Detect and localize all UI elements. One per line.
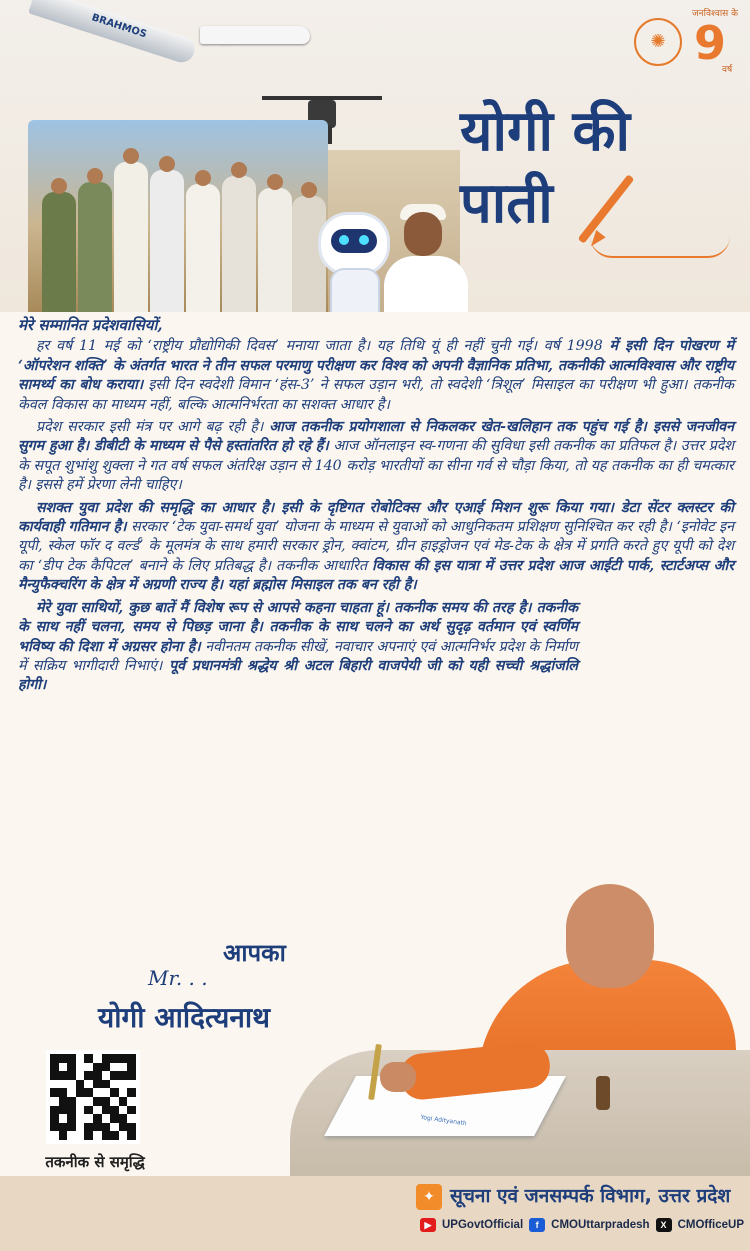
robot-body-image: [330, 268, 380, 312]
qr-module: [67, 1097, 76, 1106]
x-handle[interactable]: CMOfficeUP: [677, 1219, 745, 1231]
qr-module: [119, 1071, 128, 1080]
missile-label: BRAHMOS: [90, 12, 148, 41]
qr-module: [102, 1071, 111, 1080]
qr-module: [76, 1063, 85, 1072]
emphasis-text: पूर्व प्रधानमंत्री श्रद्धेय श्री अटल बिहारी वाजपेयी जी को यही सच्ची श्रद्धांजलि होगी।: [18, 657, 578, 694]
qr-module: [110, 1106, 119, 1115]
qr-module: [76, 1106, 85, 1115]
qr-module: [110, 1123, 119, 1132]
qr-module: [119, 1114, 128, 1123]
qr-module: [50, 1131, 59, 1140]
paragraph-4: [18, 599, 578, 696]
qr-module: [119, 1123, 128, 1132]
qr-module: [50, 1106, 59, 1115]
page-title: [460, 96, 650, 240]
qr-module: [67, 1123, 76, 1132]
signatory-name: योगी आदित्यनाथ: [98, 1001, 271, 1034]
qr-module: [119, 1054, 128, 1063]
dept-logo-icon: ✦: [416, 1184, 442, 1210]
qr-module: [84, 1131, 93, 1140]
qr-module: [102, 1054, 111, 1063]
body-text: आज ऑनलाइन स्व-गणना की सुविधा इसी तकनीक का प्रतिफल है। उत्तर प्रदेश के सपूत शुभांशु शुक्ला ने गत वर्ष सफल अंतरिक्ष उड़ान से 140 करोड़ भारतीयों का सीना गर्व से चौड़ा किया, तो यह तकनीक का ही चमत्कार है। इससे हमें प्रेरणा लेनी चाहिए।: [18, 438, 735, 494]
qr-module: [59, 1131, 68, 1140]
emphasis-text: में इसी दिन पोखरण में ‘ऑपरेशन शक्ति’ के अंतर्गत भारत ने तीन सफल परमाणु परीक्षण कर विश्व को अपनी वैज्ञानिक प्रतिभा, तकनीकी आत्मविश्वास और राष्ट्रीय सामर्थ्य का बोध कराया।: [18, 338, 734, 394]
qr-module: [93, 1088, 102, 1097]
qr-module: [102, 1106, 111, 1115]
qr-module: [67, 1071, 76, 1080]
qr-module: [59, 1097, 68, 1106]
qr-module: [110, 1088, 119, 1097]
qr-module: [93, 1054, 102, 1063]
qr-module: [84, 1071, 93, 1080]
qr-module: [102, 1097, 111, 1106]
qr-module: [127, 1088, 136, 1097]
handwritten-signature: Mr. . .: [148, 966, 208, 990]
qr-module: [76, 1131, 85, 1140]
qr-caption: तकनीक से समृद्धि: [45, 1153, 145, 1171]
qr-module: [50, 1080, 59, 1089]
qr-module: [127, 1106, 136, 1115]
qr-module: [127, 1114, 136, 1123]
qr-module: [119, 1080, 128, 1089]
qr-module: [93, 1123, 102, 1132]
qr-module: [119, 1097, 128, 1106]
emphasis-text: विकास की इस यात्रा में उत्तर प्रदेश आज आईटी पार्क, स्टार्टअप्स और मैन्युफैक्चरिंग के क्षेत्र में अग्रणी राज्य है। यहां ब्रह्मोस मिसाइल तक बन रही है।: [18, 557, 734, 594]
qr-module: [127, 1063, 136, 1072]
qr-module: [59, 1071, 68, 1080]
department-name: सूचना एवं जनसम्पर्क विभाग, उत्तर प्रदेश: [450, 1185, 731, 1207]
qr-module: [102, 1131, 111, 1140]
body-text: सरकार ‘टेक युवा-समर्थ युवा’ योजना के माध्यम से युवाओं को आधुनिकतम प्रशिक्षण सुनिश्चित कर रही है। ‘इनोवेट इन यूपी, स्केल फॉर द वर्ल्ड’ के मूलमंत्र के साथ हमारी सरकार ड्रोन, क्वांटम, ग्रीन हाइड्रोजन एवं मेड-टेक के क्षेत्र में प्रगति करते हुए यूपी को देश का ‘डीप टेक कैपिटल’ बनाने के लिए प्रतिबद्ध है। तकनीक आधारित: [18, 519, 734, 574]
qr-module: [59, 1106, 68, 1115]
ai-robot-image: [318, 212, 390, 276]
qr-module: [67, 1080, 76, 1089]
qr-module: [84, 1114, 93, 1123]
qr-module: [76, 1080, 85, 1089]
body-text: नवीनतम तकनीक सीखें, नवाचार अपनाएं एवं आत्मनिर्भर प्रदेश के निर्माण में सक्रिय भागीदारी निभाएं।: [18, 638, 578, 674]
facebook-icon[interactable]: f: [529, 1218, 545, 1232]
qr-module: [59, 1054, 68, 1063]
qr-module: [110, 1114, 119, 1123]
qr-module: [119, 1131, 128, 1140]
ink-swirl-decoration: [590, 236, 730, 258]
social-links: [420, 1214, 746, 1236]
qr-module: [93, 1114, 102, 1123]
paragraph-1: [18, 337, 734, 415]
aircraft-image: [200, 26, 310, 44]
qr-module: [59, 1080, 68, 1089]
qr-module: [59, 1063, 68, 1072]
qr-module: [127, 1080, 136, 1089]
cm-portrait-hand: [380, 1062, 416, 1092]
qr-module: [59, 1114, 68, 1123]
wristwatch-icon: [596, 1076, 610, 1110]
facebook-handle[interactable]: CMOUttarpradesh: [551, 1219, 650, 1231]
paragraph-2: [18, 418, 734, 496]
badge-small-text: जनविश्वास के: [691, 9, 739, 19]
qr-module: [102, 1114, 111, 1123]
qr-module: [50, 1054, 59, 1063]
qr-module: [84, 1080, 93, 1089]
qr-module: [76, 1123, 85, 1132]
emphasis-text: मेरे युवा साथियों, कुछ बातें मैं विशेष रूप से आपसे कहना चाहता हूं। तकनीक समय की तरह है। तकनीक के साथ नहीं चलना, समय से पिछड़ जाना है। तकनीक के साथ चलने का अर्थ सुदृढ़ वर्तमान एवं स्वर्णिम भविष्य की दिशा में अग्रसर होना है।: [18, 599, 578, 655]
qr-code[interactable]: [46, 1050, 140, 1144]
cm-portrait-head: [566, 884, 654, 988]
qr-module: [84, 1097, 93, 1106]
emphasis-text: सशक्त युवा प्रदेश की समृद्धि का आधार है। इसी के दृष्टिगत रोबोटिक्स और एआई मिशन शुरू किया गया। डेटा सेंटर क्लस्टर की कार्यवाही गतिमान है।: [18, 499, 734, 536]
qr-module: [127, 1097, 136, 1106]
body-text: हर वर्ष 11 मई को ‘राष्ट्रीय प्रौद्योगिकी दिवस’ मनाया जाता है। यह तिथि यूं ही नहीं चुनी गई। वर्ष 1998: [36, 338, 610, 355]
header-banner: [0, 0, 750, 312]
badge-sub-text: वर्ष: [722, 65, 733, 75]
signature-block: [18, 936, 438, 1056]
qr-module: [67, 1063, 76, 1072]
title-line-1: योगी की: [460, 99, 631, 164]
title-line-2: पाती: [460, 171, 553, 236]
qr-module: [50, 1097, 59, 1106]
body-text: इसी दिन स्वदेशी विमान ‘हंस-3’ ने सफल उड़ान भरी, तो स्वदेशी ‘त्रिशूल’ मिसाइल का परीक्षण भी हुआ। तकनीक केवल विकास का माध्यम नहीं, बल्कि आत्मनिर्भरता का सशक्त आधार है।: [18, 377, 735, 413]
qr-module: [127, 1071, 136, 1080]
qr-module: [67, 1131, 76, 1140]
qr-pattern: [50, 1054, 136, 1140]
qr-module: [76, 1054, 85, 1063]
pokhran-group-photo: [28, 120, 328, 312]
farmer-body: [384, 256, 468, 312]
qr-module: [50, 1114, 59, 1123]
qr-module: [93, 1063, 102, 1072]
body-text: प्रदेश सरकार इसी मंत्र पर आगे बढ़ रही है।: [36, 419, 270, 436]
qr-module: [110, 1080, 119, 1089]
qr-module: [127, 1123, 136, 1132]
closing-aapka: आपका: [223, 939, 286, 967]
qr-module: [102, 1063, 111, 1072]
qr-module: [110, 1054, 119, 1063]
qr-module: [93, 1071, 102, 1080]
qr-module: [102, 1123, 111, 1132]
qr-module: [119, 1063, 128, 1072]
qr-module: [50, 1071, 59, 1080]
qr-module: [110, 1131, 119, 1140]
qr-module: [110, 1071, 119, 1080]
qr-module: [110, 1097, 119, 1106]
qr-module: [127, 1131, 136, 1140]
qr-module: [50, 1088, 59, 1097]
qr-module: [84, 1106, 93, 1115]
brahmos-missile-image: [28, 0, 198, 66]
qr-module: [67, 1114, 76, 1123]
paragraph-3: [18, 499, 734, 596]
x-icon[interactable]: X: [656, 1218, 672, 1232]
qr-module: [93, 1097, 102, 1106]
qr-module: [102, 1088, 111, 1097]
qr-module: [119, 1088, 128, 1097]
badge-number: 9: [694, 16, 727, 70]
qr-module: [76, 1097, 85, 1106]
qr-module: [76, 1071, 85, 1080]
qr-module: [93, 1080, 102, 1089]
qr-module: [67, 1106, 76, 1115]
emphasis-text: आज तकनीक प्रयोगशाला से निकलकर खेत-खलिहान तक पहुंच गई है। इससे जनजीवन सुगम हुआ है। डीबीटी के माध्यम से पैसे हस्तांतरित हो रहे हैं।: [18, 419, 735, 455]
up-government-emblem-icon: ✺: [634, 18, 682, 66]
qr-module: [67, 1088, 76, 1097]
qr-module: [76, 1114, 85, 1123]
paper-stamp: Yogi Adityanath: [420, 1113, 468, 1128]
salutation: मेरे सम्मानित प्रदेशवासियों,: [18, 316, 163, 334]
qr-module: [84, 1123, 93, 1132]
qr-module: [102, 1080, 111, 1089]
qr-module: [84, 1088, 93, 1097]
qr-module: [67, 1054, 76, 1063]
qr-module: [93, 1106, 102, 1115]
qr-module: [127, 1054, 136, 1063]
farmer-image: [404, 212, 442, 256]
qr-module: [93, 1131, 102, 1140]
qr-module: [119, 1106, 128, 1115]
qr-module: [59, 1123, 68, 1132]
qr-module: [50, 1123, 59, 1132]
qr-module: [110, 1063, 119, 1072]
youtube-icon[interactable]: ▶: [420, 1218, 436, 1232]
youtube-handle[interactable]: UPGovtOfficial: [442, 1219, 524, 1231]
qr-module: [76, 1088, 85, 1097]
letter-body: [18, 316, 734, 916]
qr-module: [50, 1063, 59, 1072]
qr-module: [84, 1054, 93, 1063]
qr-module: [84, 1063, 93, 1072]
qr-module: [59, 1088, 68, 1097]
nine-years-badge: [684, 6, 744, 76]
